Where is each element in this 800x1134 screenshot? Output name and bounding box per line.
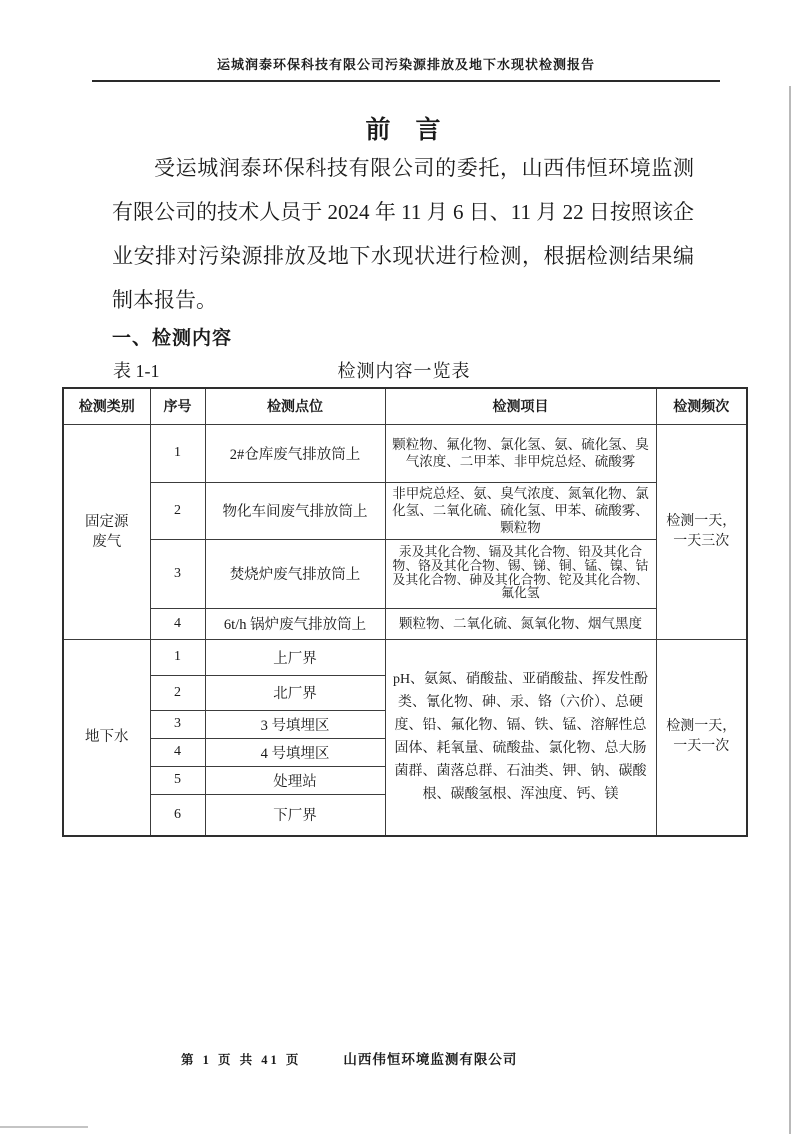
section-heading: 一、检测内容 xyxy=(112,328,233,349)
category-cell-groundwater xyxy=(63,639,150,836)
table-caption xyxy=(62,357,746,383)
col-header-items: 检测项目 xyxy=(385,388,656,424)
point-cell: 下厂界 xyxy=(205,794,385,836)
no-cell: 1 xyxy=(150,639,205,675)
frequency-label: 检测一天，一天三次 xyxy=(666,513,737,549)
table-header-row xyxy=(63,388,747,424)
point-cell: 4 号填埋区 xyxy=(205,738,385,766)
no-cell: 6 xyxy=(150,794,205,836)
monitoring-content-table xyxy=(62,387,748,837)
frequency-cell-groundwater xyxy=(656,639,747,836)
col-header-no: 序号 xyxy=(150,388,205,424)
table-title: 检测内容一览表 xyxy=(337,361,471,381)
items-cell: 非甲烷总烃、氨、臭气浓度、氮氧化物、氯化氢、二氧化硫、硫化氢、甲苯、硫酸雾、颗粒物 xyxy=(385,482,656,539)
items-cell: 颗粒物、二氧化硫、氮氧化物、烟气黑度 xyxy=(385,608,656,639)
no-cell: 2 xyxy=(150,482,205,539)
no-cell: 4 xyxy=(150,738,205,766)
point-cell: 上厂界 xyxy=(205,639,385,675)
point-cell: 处理站 xyxy=(205,766,385,794)
table-label: 表 1-1 xyxy=(113,361,160,381)
footer-page-number: 第 1 页 共 41 页 xyxy=(181,1053,302,1067)
no-cell: 5 xyxy=(150,766,205,794)
no-cell: 1 xyxy=(150,424,205,482)
page-footer xyxy=(181,1048,517,1068)
point-cell: 物化车间废气排放筒上 xyxy=(205,482,385,539)
page-header-title: 运城润泰环保科技有限公司污染源排放及地下水现状检测报告 xyxy=(92,54,720,82)
scan-artifact-bottom-line xyxy=(0,1126,88,1128)
items-cell-groundwater: pH、氨氮、硝酸盐、亚硝酸盐、挥发性酚类、氰化物、砷、汞、铬（六价）、总硬度、铅、氟化物、镉、铁、锰、溶解性总固体、耗氧量、硫酸盐、氯化物、总大肠菌群、菌落总群、石油类、钾、钠、碳酸根、碳酸氢根、浑浊度、钙、镁 xyxy=(385,639,656,836)
table-row xyxy=(63,639,747,675)
preface-paragraph: 受运城润泰环保科技有限公司的委托，山西伟恒环境监测有限公司的技术人员于 2024 年 11 月 6 日、11 月 22 日按照该企业安排对污染源排放及地下水现状进行检测，根据检测结果编制本报告。 xyxy=(112,156,694,312)
table-row xyxy=(63,482,747,539)
category-label: 固定源废气 xyxy=(84,513,129,550)
no-cell: 2 xyxy=(150,675,205,710)
point-cell: 6t/h 锅炉废气排放筒上 xyxy=(205,608,385,639)
scan-artifact-right-line xyxy=(789,86,791,1134)
point-cell: 北厂界 xyxy=(205,675,385,710)
frequency-label: 检测一天，一天一次 xyxy=(666,719,737,755)
table-row xyxy=(63,608,747,639)
items-cell: 颗粒物、氟化物、氯化氢、氨、硫化氢、臭气浓度、二甲苯、非甲烷总烃、硫酸雾 xyxy=(385,424,656,482)
preface-title: 前 言 xyxy=(365,117,441,144)
table-row xyxy=(63,424,747,482)
category-label: 地下水 xyxy=(84,729,129,746)
items-cell: 汞及其化合物、镉及其化合物、铅及其化合物、铬及其化合物、锡、锑、铜、锰、镍、钴及其化合物、砷及其化合物、铊及其化合物、氟化氢 xyxy=(385,539,656,608)
col-header-frequency: 检测频次 xyxy=(656,388,747,424)
no-cell: 3 xyxy=(150,539,205,608)
col-header-point: 检测点位 xyxy=(205,388,385,424)
point-cell: 3 号填埋区 xyxy=(205,710,385,738)
footer-company-name: 山西伟恒环境监测有限公司 xyxy=(343,1052,518,1067)
category-cell-waste-gas xyxy=(63,424,150,639)
point-cell: 2#仓库废气排放筒上 xyxy=(205,424,385,482)
col-header-category: 检测类别 xyxy=(63,388,150,424)
no-cell: 3 xyxy=(150,710,205,738)
frequency-cell-waste-gas xyxy=(656,424,747,639)
no-cell: 4 xyxy=(150,608,205,639)
point-cell: 焚烧炉废气排放筒上 xyxy=(205,539,385,608)
table-row xyxy=(63,539,747,608)
